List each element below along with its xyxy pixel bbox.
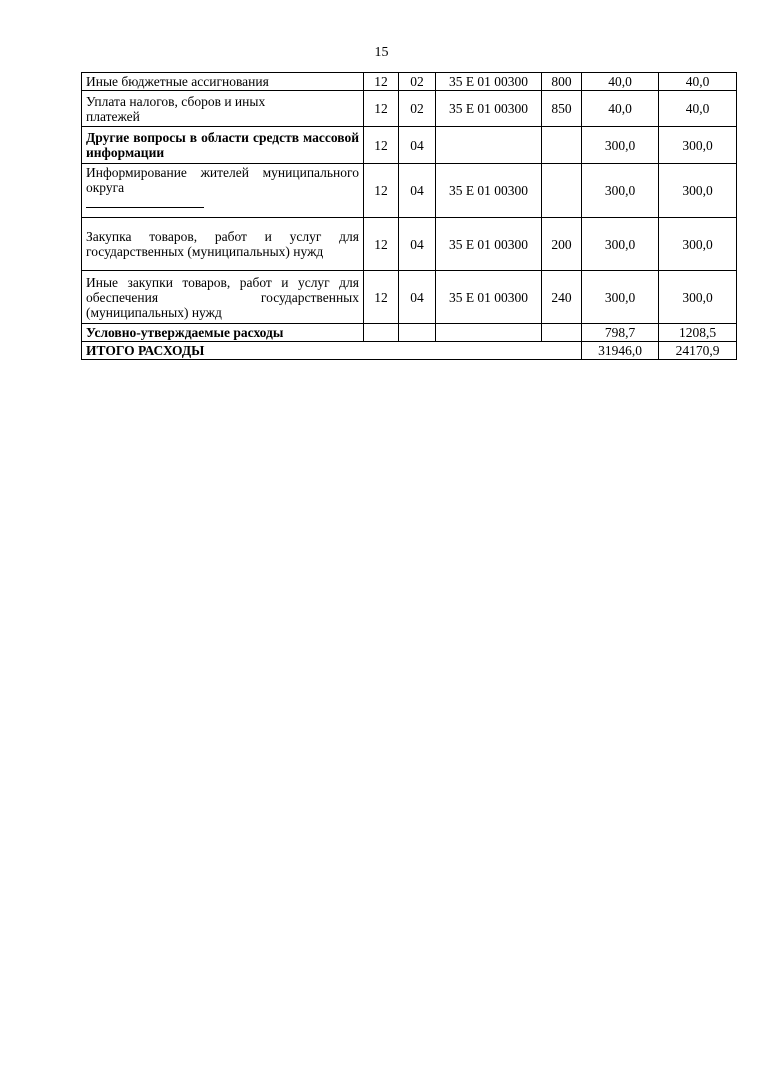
page-number: 15 xyxy=(374,45,389,60)
row-name xyxy=(82,91,364,127)
row-sum-1: 40,0 xyxy=(582,91,659,127)
total-sum-2: 24170,9 xyxy=(659,342,737,360)
row-section: 12 xyxy=(364,164,399,218)
row-subsection: 04 xyxy=(399,164,436,218)
row-target-code xyxy=(436,324,542,342)
row-target-code: 35 Е 01 00300 xyxy=(436,218,542,271)
row-sum-1: 300,0 xyxy=(582,271,659,324)
underline xyxy=(86,195,204,208)
table-row xyxy=(82,73,737,91)
row-sum-2: 40,0 xyxy=(659,73,737,91)
row-section: 12 xyxy=(364,271,399,324)
row-sum-1: 300,0 xyxy=(582,164,659,218)
row-sum-2: 300,0 xyxy=(659,271,737,324)
row-expense-type: 850 xyxy=(542,91,582,127)
row-subsection: 02 xyxy=(399,73,436,91)
total-label: ИТОГО РАСХОДЫ xyxy=(82,342,582,360)
row-name-text: Информирование жителей муниципального округа xyxy=(86,165,359,195)
row-name xyxy=(82,164,364,218)
row-section: 12 xyxy=(364,73,399,91)
blank-line xyxy=(86,195,359,211)
total-sum-1: 31946,0 xyxy=(582,342,659,360)
row-expense-type: 240 xyxy=(542,271,582,324)
table-row xyxy=(82,324,737,342)
table-row xyxy=(82,218,737,271)
row-name: Иные закупки товаров, работ и услуг для обеспечения государственных (муниципальных) нужд xyxy=(82,271,364,324)
row-target-code xyxy=(436,127,542,164)
table-row xyxy=(82,91,737,127)
row-sum-2: 300,0 xyxy=(659,127,737,164)
row-name: Условно-утверждаемые расходы xyxy=(82,324,364,342)
row-section xyxy=(364,324,399,342)
table-row xyxy=(82,271,737,324)
row-expense-type: 800 xyxy=(542,73,582,91)
row-section: 12 xyxy=(364,127,399,164)
row-target-code: 35 Е 01 00300 xyxy=(436,91,542,127)
row-subsection xyxy=(399,324,436,342)
table-row xyxy=(82,164,737,218)
row-sum-2: 40,0 xyxy=(659,91,737,127)
row-section: 12 xyxy=(364,91,399,127)
row-sum-2: 300,0 xyxy=(659,218,737,271)
row-name: Иные бюджетные ассигнования xyxy=(82,73,364,91)
row-subsection: 04 xyxy=(399,271,436,324)
table-row xyxy=(82,127,737,164)
row-subsection: 04 xyxy=(399,218,436,271)
row-sum-2: 1208,5 xyxy=(659,324,737,342)
row-subsection: 04 xyxy=(399,127,436,164)
row-expense-type xyxy=(542,164,582,218)
total-row xyxy=(82,342,737,360)
expenditure-table xyxy=(81,72,737,360)
row-name-text: Уплата налогов, сборов и иных платежей xyxy=(86,93,266,124)
row-name: Другие вопросы в области средств массовой информации xyxy=(82,127,364,164)
row-name: Закупка товаров, работ и услуг для государственных (муниципальных) нужд xyxy=(82,218,364,271)
row-sum-1: 300,0 xyxy=(582,127,659,164)
row-expense-type: 200 xyxy=(542,218,582,271)
row-target-code: 35 Е 01 00300 xyxy=(436,164,542,218)
row-sum-1: 300,0 xyxy=(582,218,659,271)
row-target-code: 35 Е 01 00300 xyxy=(436,73,542,91)
row-expense-type xyxy=(542,324,582,342)
row-sum-1: 798,7 xyxy=(582,324,659,342)
row-expense-type xyxy=(542,127,582,164)
row-subsection: 02 xyxy=(399,91,436,127)
row-target-code: 35 Е 01 00300 xyxy=(436,271,542,324)
row-sum-1: 40,0 xyxy=(582,73,659,91)
row-sum-2: 300,0 xyxy=(659,164,737,218)
row-section: 12 xyxy=(364,218,399,271)
